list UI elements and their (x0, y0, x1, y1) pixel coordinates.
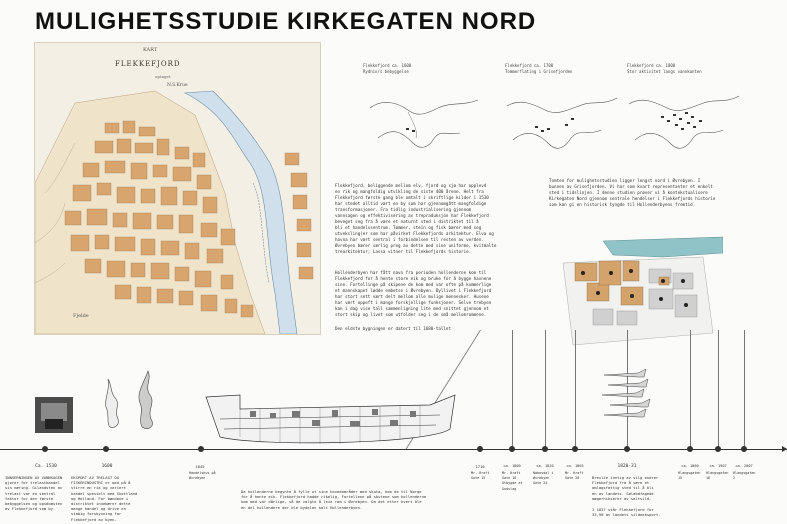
year-label: ca. 1865 (566, 464, 584, 468)
sketch-1700 (505, 78, 618, 158)
connector-line (718, 330, 719, 449)
timeline-marker (687, 446, 693, 452)
coast-sketch (134, 369, 162, 433)
year-label: ca. 1800 (503, 464, 521, 468)
sawmill-photo (35, 397, 73, 433)
sketch-caption-1: Flekkefjord ca. 1600 Rydnin/s bebyggelse (363, 63, 412, 74)
timeline-marker (572, 446, 578, 452)
timeline-marker (624, 446, 630, 452)
timeline-text-1600: EKSPORT AV TRELAST OG FISKERINDUSTRI er med på å stirre en rik og variert handel spesielt med Skottland og Holland. For bøndene i distriktet innebærer dette mange handel og drive en stabig forskyvning for Flekkefjord av byen. (71, 475, 138, 522)
timeline-marker (542, 446, 548, 452)
timeline-marker (509, 446, 515, 452)
timeline-marker (477, 446, 483, 452)
connector-line (512, 330, 513, 449)
sketch-caption-2: Flekkefjord ca. 1700 Tommerflating i Grisefjorden (505, 63, 573, 74)
connector-line (744, 330, 745, 449)
timeline-note: Hlangsgaten 16 (706, 471, 729, 481)
sketch-1800 (627, 78, 740, 158)
year-label: Ca. 1530 (35, 464, 57, 469)
timeline-marker (715, 446, 721, 452)
timeline-note: Mr. Hraft Gate 16 Utbygde at Godslag (502, 471, 523, 491)
year-label: ca. 1860 (681, 464, 699, 468)
timeline-note: Mr. Hraft Gate 15 (471, 471, 490, 481)
timeline-text-ship: Da hollenderne begynte å fylle ut sine hovedområder med skuta, kom de til Norge for å hente eik. Flekkefjord hadde rikelig, Fortellene på skutene som hollenderne kom med var dårlige, så de valgte å leie rom i Øvrebyen. Da det etter hvert ble en del hollendere der ble bydelen kalt Hollenderbyen. (241, 489, 427, 510)
timeline-text-herring-export: I 1837 står Flekkefjord for 33,90 av landets sildeeksport. (592, 507, 661, 518)
page-title: MULIGHETSSTUDIE KIRKEGATEN NORD (35, 8, 537, 35)
year-label: 1820-31 (617, 464, 637, 469)
map-edge-label: Fjelde (73, 313, 89, 319)
timeline-note: Hlangsgaten 2 (733, 471, 756, 481)
map-caption-sub: optaget (155, 74, 171, 79)
year-label: ca. 1820 (536, 464, 554, 468)
timeline-note: Hlangsgaten 15 (678, 471, 701, 481)
map-drawing (35, 43, 320, 334)
timeline-marker (741, 446, 747, 452)
map-caption-title: FLEKKEFJORD (115, 60, 181, 68)
timeline-note: Mr. Hraft Gate 26 (565, 471, 584, 481)
connector-line (690, 330, 691, 449)
timeline-arrow (782, 446, 787, 452)
connector-line (575, 330, 576, 449)
dutch-ship-drawing (200, 389, 460, 451)
sketch-caption-3: Flekkefjord ca. 1800 Stor aktivitet langs vannkanten (627, 63, 702, 74)
year-label: 1600 (101, 464, 113, 469)
timeline-axis (0, 449, 787, 450)
timeline-marker (198, 446, 204, 452)
study-paragraph: Tomten for mulighetsstudien ligger lengst nord i Øvrebyen. I bunnen av Grisefjorden. Vi har som kvart representanter et enkelt sted i tidslinjen. I denne studien prøver vi å kontekstualisere Kirkegaten Nord gjennom sentrale hendelser i Flekkefjords historie som kan gi en historisk tyngde til Hollenderbyens fremtid. (549, 178, 716, 207)
historical-map (34, 42, 321, 335)
sketch-1600 (368, 78, 481, 158)
year-label: ca. 2007 (735, 464, 753, 468)
year-label: ca. 1907 (709, 464, 727, 468)
trade-map-sketch (104, 377, 126, 431)
timeline-text-herring: Brevlie inntig av silg endrer Flekkefjord fra å være et omlagsfattig sted til å bli en av landets. Sølabdfagede møgerhikserer av saltsild. (592, 475, 659, 501)
year-label: 1710 (475, 464, 485, 469)
map-caption-by: N.S.Krue (167, 83, 188, 88)
site-plan (553, 233, 723, 348)
timeline-note: Nabosdal i Øvrebyen Gate 24 (533, 471, 554, 486)
oldest-building-note: Den eldste bygningen er datert til 1680-tallet (335, 326, 451, 331)
timeline-marker (42, 446, 48, 452)
timeline-marker (103, 446, 109, 452)
connector-line (545, 330, 546, 449)
herring-illustration (600, 369, 654, 425)
year-label: 1645 (195, 464, 205, 469)
intro-paragraph: Flekkefjord, beliggende mellom elv, fjord og sjø har opplevd en rik og mangfoldig utvikling de siste 400 årene. Helt fra Flekkefjord første gang ble omtalt i skriftlige kilder i 1530 har stedet alltid vært en by som har gjennomgått mangfoldige transformasjoner. Fra tidlig industrialisering gjennom vannsagen og effektivisering av trepraduksjon har Flekkefjord beveget seg fra å være et naturnt sted i distriktet til å bli et handelssentrum. Tømmer, stein og fisk bærer med seg utveksling(er som har påvirket Flekkefjords arkitektur. Elva og havna har vært sentral i forbindelsen til resten av verden. Øvrebyen bærer særlig preg av dette med sine uniforme, kvitmalte trearkitektur; Lassa vitner til Flekkefjords historie. (335, 183, 497, 254)
timeline-note: Handelshus på Øvrebyen (189, 471, 216, 481)
hollenderbyen-paragraph: Hollenderbyen har fått navn fra perioden hollenderne kom til Flekkefjord for å hente store eik og bruke for å bygge havnene sine. Fortellinge på skipene de kom med var ofte på kummerlige et mannskapet lødde embetse i Øvrebyen. Byllivet i Flekkefjord har stort sett vært delt mellom alle mulige mennesker. Husene har vært oppeft i mange forskjellige funksjoner. Selve trebyen kan i dag vise tall sammenligning lite med snittet gjennom et stort skip og livet som utfolder seg i de små mellomrommene. (335, 270, 492, 317)
map-caption-top: KART (143, 47, 158, 53)
timeline-text-1530: INNVERNINGEN AV VANNSAGEN gjorer for trelastbandel sin næring. Gilandsten av trelast var en sentral faktor for den første bebyggelsen og opsdomsten av Flekkefjord som by. (5, 475, 63, 512)
